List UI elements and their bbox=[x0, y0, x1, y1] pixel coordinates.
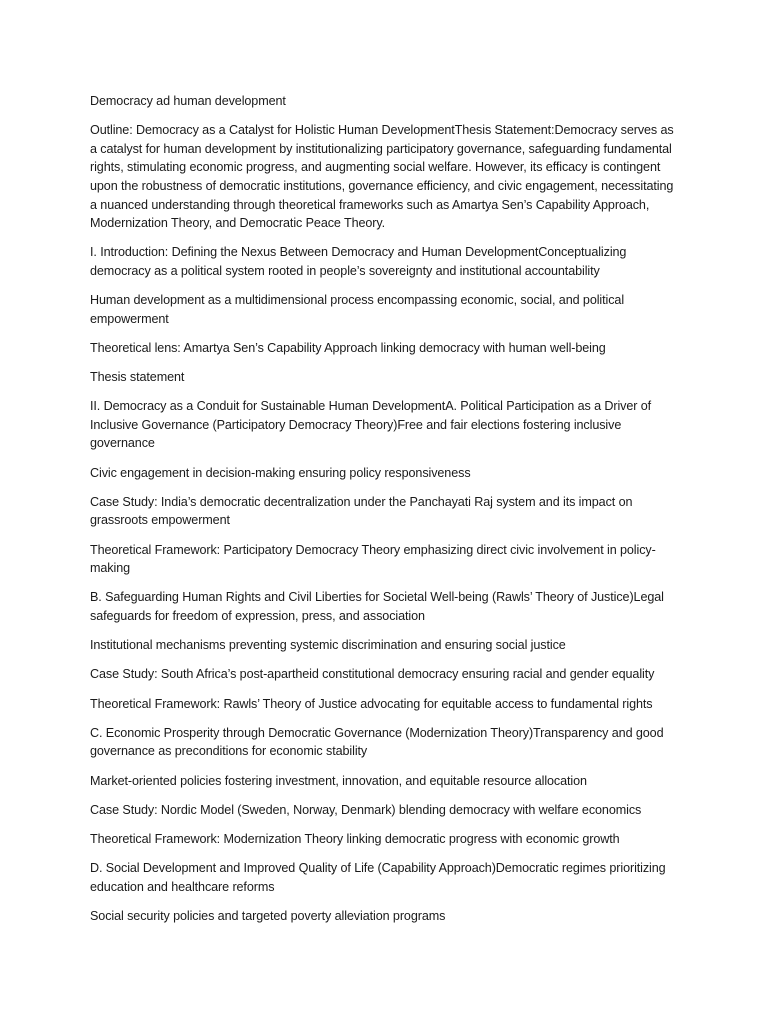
document-title: Democracy ad human development bbox=[90, 94, 286, 108]
body-paragraph: Civic engagement in decision-making ensuring policy responsiveness bbox=[90, 465, 471, 480]
body-paragraph: Institutional mechanisms preventing systemic discrimination and ensuring social justice bbox=[90, 638, 566, 653]
case-study-paragraph: Case Study: Nordic Model (Sweden, Norway, Denmark) blending democracy with welfare economics bbox=[90, 802, 642, 817]
section-heading-paragraph: B. Safeguarding Human Rights and Civil Liberties for Societal Well-being (Rawls’ Theory of Justice)Legal safeguards for freedom of expression, press, and association bbox=[90, 590, 664, 623]
body-paragraph: Thesis statement bbox=[90, 370, 185, 385]
section-heading-paragraph: D. Social Development and Improved Quality of Life (Capability Approach)Democratic regimes prioritizing education and healthcare reforms bbox=[90, 861, 666, 894]
framework-paragraph: Theoretical Framework: Modernization Theory linking democratic progress with economic growth bbox=[90, 831, 620, 846]
framework-paragraph: Theoretical Framework: Rawls’ Theory of Justice advocating for equitable access to fundamental rights bbox=[90, 696, 653, 711]
outline-paragraph: Outline: Democracy as a Catalyst for Holistic Human DevelopmentThesis Statement:Democracy serves as a catalyst for human development by institutionalizing participatory governance, safeguarding fundamental rights, stimulating economic progress, and augmenting social welfare. However, its efficacy is contingent upon the robustness of democratic institutions, governance efficiency, and civic engagement, necessitating a nuanced understanding through theoretical frameworks such as Amartya Sen’s Capability Approach, Modernization Theory, and Democratic Peace Theory. bbox=[90, 123, 674, 231]
body-paragraph: Theoretical lens: Amartya Sen’s Capability Approach linking democracy with human well-being bbox=[90, 340, 606, 355]
case-study-paragraph: Case Study: India’s democratic decentralization under the Panchayati Raj system and its impact on grassroots empowerment bbox=[90, 494, 633, 528]
introduction-paragraph: I. Introduction: Defining the Nexus Between Democracy and Human DevelopmentConceptualizing democracy as a political system rooted in people’s sovereignty and institutional accountability bbox=[90, 245, 627, 278]
section-heading-paragraph: II. Democracy as a Conduit for Sustainable Human DevelopmentA. Political Participation as a Driver of Inclusive Governance (Participatory Democracy Theory)Free and fair elections fostering inclusive governance bbox=[90, 399, 652, 451]
case-study-paragraph: Case Study: South Africa’s post-apartheid constitutional democracy ensuring racial and gender equality bbox=[90, 667, 655, 682]
section-heading-paragraph: C. Economic Prosperity through Democratic Governance (Modernization Theory)Transparency and good governance as preconditions for economic stability bbox=[90, 725, 664, 759]
body-paragraph: Market-oriented policies fostering investment, innovation, and equitable resource allocation bbox=[90, 773, 587, 788]
framework-paragraph: Theoretical Framework: Participatory Democracy Theory emphasizing direct civic involvement in policy-making bbox=[90, 542, 656, 576]
body-paragraph: Human development as a multidimensional process encompassing economic, social, and political empowerment bbox=[90, 293, 625, 326]
body-paragraph: Social security policies and targeted poverty alleviation programs bbox=[90, 908, 446, 923]
document-page bbox=[90, 92, 680, 936]
